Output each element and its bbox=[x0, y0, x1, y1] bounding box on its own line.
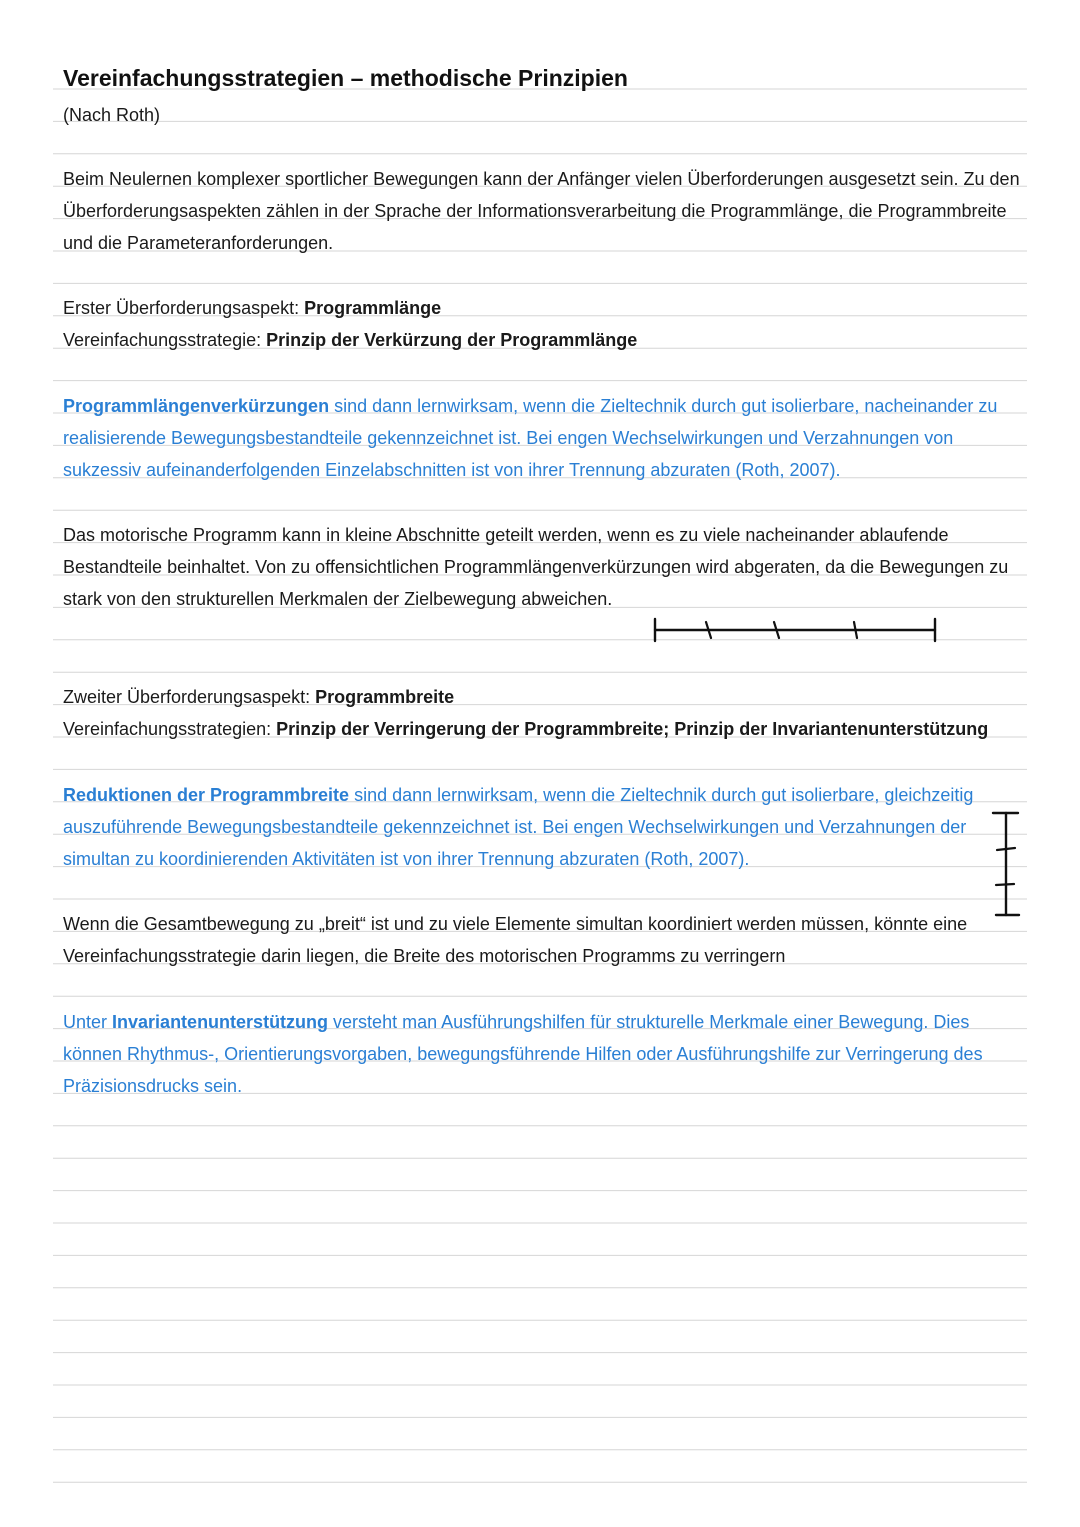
program-length-sketch bbox=[648, 614, 944, 646]
aspect-2-line bbox=[63, 686, 454, 708]
intro-line: und die Parameteranforderungen. bbox=[63, 233, 334, 253]
strategy-1-value: Prinzip der Verkürzung der Programmlänge bbox=[266, 330, 638, 350]
quote-1-text: sind dann lernwirksam, wenn die Zieltechnik durch gut isolierbare, nacheinander zu bbox=[329, 396, 998, 416]
quote-2-term: Reduktionen der Programmbreite bbox=[63, 785, 350, 805]
strategy-2-line bbox=[63, 718, 988, 740]
strategy-1-line bbox=[63, 329, 637, 351]
invariant-line: Präzisionsdrucks sein. bbox=[63, 1076, 243, 1096]
quote-1-line bbox=[63, 395, 997, 417]
quote-2-line: simultan zu koordinierenden Aktivitäten ist von ihrer Trennung abzuraten (Roth, 2007). bbox=[63, 849, 750, 869]
quote-2-text: sind dann lernwirksam, wenn die Zieltechnik durch gut isolierbare, gleichzeitig bbox=[349, 785, 974, 805]
explain-2-line: Vereinfachungsstrategie darin liegen, die Breite des motorischen Programms zu verringern bbox=[63, 946, 786, 966]
invariant-text: versteht man Ausführungshilfen für strukturelle Merkmale einer Bewegung. Dies bbox=[328, 1012, 970, 1032]
subtitle: (Nach Roth) bbox=[63, 105, 161, 125]
program-breadth-sketch bbox=[988, 808, 1028, 920]
quote-1-term: Programmlängenverkürzungen bbox=[63, 396, 330, 416]
explain-2-line: Wenn die Gesamtbewegung zu „breit“ ist und zu viele Elemente simultan koordiniert werden müssen, könnte eine bbox=[63, 914, 968, 934]
page-title: Vereinfachungsstrategien – methodische Prinzipien bbox=[63, 65, 628, 91]
explain-1-line: Bestandteile beinhaltet. Von zu offensichtlichen Programmlängenverkürzungen wird abgeraten, da die Bewegungen zu bbox=[63, 557, 1009, 577]
aspect-1-value: Programmlänge bbox=[304, 298, 442, 318]
invariant-line: können Rhythmus-, Orientierungsvorgaben, bewegungsführende Hilfen oder Ausführungshilfe zur Verringerung des bbox=[63, 1044, 983, 1064]
quote-1-line: realisierende Bewegungsbestandteile gekennzeichnet ist. Bei engen Wechselwirkungen und Verzahnungen von bbox=[63, 428, 954, 448]
quote-2-line bbox=[63, 784, 973, 806]
invariant-prefix: Unter bbox=[63, 1012, 113, 1032]
invariant-term: Invariantenunterstützung bbox=[112, 1012, 329, 1032]
strategy-1-label: Vereinfachungsstrategie: bbox=[63, 330, 267, 350]
strategy-2-label: Vereinfachungsstrategien: bbox=[63, 719, 277, 739]
invariant-line bbox=[63, 1011, 969, 1033]
aspect-2-label: Zweiter Überforderungsaspekt: bbox=[63, 687, 316, 707]
intro-line: Beim Neulernen komplexer sportlicher Bewegungen kann der Anfänger vielen Überforderungen ausgesetzt sein. Zu den bbox=[63, 169, 1020, 189]
explain-1-line: Das motorische Programm kann in kleine Abschnitte geteilt werden, wenn es zu viele nacheinander ablaufende bbox=[63, 525, 949, 545]
intro-line: Überforderungsaspekten zählen in der Sprache der Informationsverarbeitung die Programmlänge, die Programmbreite bbox=[63, 201, 1007, 221]
aspect-2-value: Programmbreite bbox=[315, 687, 455, 707]
aspect-1-label: Erster Überforderungsaspekt: bbox=[63, 298, 305, 318]
quote-1-line: sukzessiv aufeinanderfolgenden Einzelabschnitten ist von ihrer Trennung abzuraten (Roth, 2007). bbox=[63, 460, 841, 480]
strategy-2-value: Prinzip der Verringerung der Programmbreite; Prinzip der Invariantenunterstützung bbox=[276, 719, 989, 739]
aspect-1-line bbox=[63, 297, 441, 319]
explain-1-line: stark von den strukturellen Merkmalen der Zielbewegung abweichen. bbox=[63, 589, 613, 609]
quote-2-line: auszuführende Bewegungsbestandteile gekennzeichnet ist. Bei engen Wechselwirkungen und Verzahnungen der bbox=[63, 817, 967, 837]
